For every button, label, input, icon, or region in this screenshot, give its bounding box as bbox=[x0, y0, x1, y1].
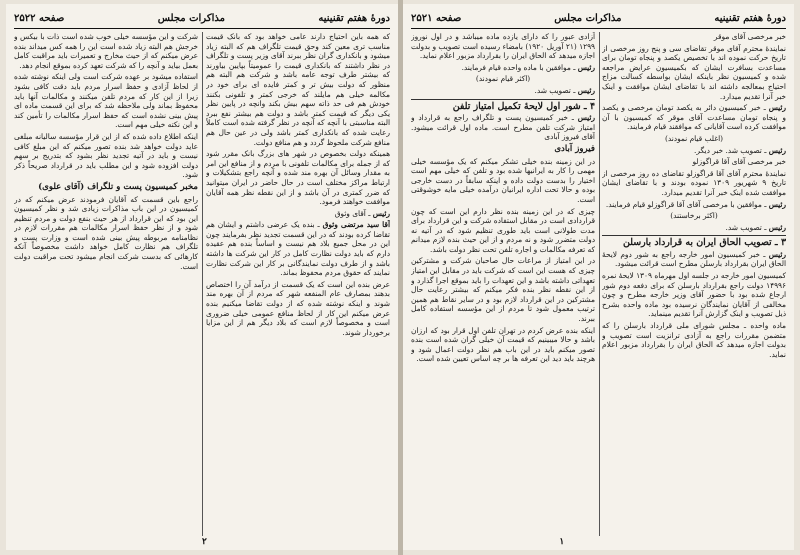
body-paragraph: همینکه دولت بخصوص در شهر های بزرگ بانک مقرر شود که از جمله برای مکالمات تلفونی با مردم و از منافع این امر به مقدار وسائل آن بهره مند شده و آنچه راجع بتشکیلات و ارتباط مراکز مختلف است در حال حاضر در ایران میتوانید که ضرر کمتری در آن باشد و از این نقطه نظر همه آقایان موافقت خواهند فرمود. bbox=[206, 149, 390, 207]
speaker-paragraph: رئیس ـ تصویب شد. bbox=[725, 222, 786, 232]
speaker-name: رئیس bbox=[577, 85, 595, 95]
body-paragraph: اینکه اطلاع داده شده که از این قرار مؤسسه سالیانه مبلغی عاید دولت خواهد شد بنده تصور میکنم که این مبلغ کافی نیست و باید در آتیه تجدید نظر بشود که بتدریج بر سهم دولت افزوده شود و این مطلب باید در قرارداد صریحاً ذکر شود. bbox=[14, 131, 198, 180]
left-columns bbox=[14, 32, 390, 536]
body-paragraph: شرکت و این مؤسسه خیلی خوب شده است ذات با بیکس و خرجش هم البته زیاد شده است این را همه کس میداند بنده عرض میکنم که از حیث مخارج و تعمیرات باید مراقبت کامل بعمل بیاید و آنچه را که شرکت تعهد کرده بموقع انجام دهد. bbox=[14, 32, 198, 70]
agenda-heading: ۴ ـ شور اول لایحهٔ تکمیل امتیاز تلفن bbox=[411, 99, 595, 112]
right-column-divider bbox=[599, 32, 600, 536]
speech-text: تصویب شد. خبر دیگر. bbox=[694, 145, 762, 155]
right-column-left bbox=[411, 32, 595, 536]
speaker-name: رئیس bbox=[768, 249, 786, 259]
left-header-title: مذاکرات مجلس bbox=[157, 12, 225, 24]
speaker-name: رئیس bbox=[577, 113, 595, 123]
speech-text: موافقین با مرخصی آقای آقا قراگوزلو قیام فرمایند. bbox=[605, 199, 762, 209]
body-paragraph: در این زمینه بنده خیلی تشکر میکنم که یک مؤسسه خیلی مهمی را کار به ایرانیها شده بود و تلفن که خیلی مهم است اختیار را بدست دولت داده و اینکه سابقاً در دست خارجی بوده و حالا تحت اداره ایرانیان درآمده خیلی مایه خوشوقتی است. bbox=[411, 156, 595, 204]
vote-note: (اغلب قیام نمودند) bbox=[664, 133, 724, 143]
body-paragraph: در این امتیاز از مراعات حال صاحبان شرکت و مشترکین چیزی که هست این است که شرکت باید در مقابل این امتیاز تعهداتی داشته باشد و این تعهدات را باید بموقع اجرا گذارد و از این نقطه نظر بنده فکر میکنم که بیشتر رعایت حال مشترکین در این قرارداد لازم بود و در سایر نقاط هم همین ترتیب معمول شود تا مردم از این مؤسسه استفاده کامل ببرند. bbox=[411, 256, 595, 324]
speech-text: خبر کمیسیون پست و تلگراف راجع به قرارداد و امتیاز شرکت تلفن مطرح است. ماده اول قرائت میشود. آقای فیروز آبادی bbox=[411, 113, 595, 142]
agenda-heading: ۳ ـ تصویب الحاق ایران به قرارداد بارسلن bbox=[602, 235, 786, 248]
speaker-paragraph: رئیس ـ تصویب شد. bbox=[534, 85, 595, 95]
section-heading: مخبر کمیسیون پست و تلگراف (آقای علوی) bbox=[38, 181, 198, 192]
speaker-paragraph: رئیس ـ تصویب شد. خبر دیگر. bbox=[694, 145, 786, 155]
left-page bbox=[6, 4, 398, 550]
body-paragraph: آزادی عبور را که دارای یازده ماده میباشد و در اول نوروز ۱۲۹۹ (۲۱ آوریل ۱۹۲۰) بامضاء رسیده است تصویب و بدولت اجازه میدهد که الحاق ایران را بقرارداد مزبور اعلام نماید. bbox=[411, 32, 595, 61]
speaker-name: رئیس bbox=[768, 199, 786, 209]
body-paragraph: نمایندهٔ محترم آقای آقا قراگوزلو تقاضای ده روز مرخصی از تاریخ ۹ شهریور ۱۳۰۹ نموده بودند و با تقاضای ایشان موافقت شده اینک خبر آنرا تقدیم میدارد. bbox=[602, 168, 786, 197]
speaker-paragraph: رئیس ـ آقای وثوق bbox=[334, 208, 390, 218]
speech-text: موافقین با ماده واحده قیام فرمایند. bbox=[461, 62, 571, 72]
right-header-rule bbox=[411, 28, 786, 29]
right-header-page-label: صفحه ۲۵۲۱ bbox=[411, 12, 462, 24]
speaker-paragraph: رئیس ـ موافقین با ماده واحده قیام فرمایند. bbox=[461, 62, 595, 72]
speaker-name: رئیس bbox=[768, 222, 786, 232]
speaker-name: رئیس bbox=[577, 62, 595, 72]
body-paragraph: اینکه بنده عرض کردم در تهران تلفن اول قرار بود که ارزان باشد و حالا میبینیم که قیمت آن خیلی گران شده است بنده تصور میکنم باید در این باب هم نظر دولت اعمال شود و هرچند باید دید این تعرفه ها بر چه اساس تعیین شده است. bbox=[411, 325, 595, 364]
body-paragraph: کمیسیون امور خارجه در جلسه اول مهرماه ۱۳۰۹ لایحهٔ نمره ۱۴۹۹۶ دولت راجع بقرارداد بارسلن که برای دفعه دوم شور ارجاع شده بود با حضور آقای وزیر خارجه مطرح و چون مخالفی از آقایان نمایندگان نرسیده بود ماده واحده بشرح ذیل تصویب و اینک گزارش آنرا تقدیم مینماید. bbox=[602, 271, 786, 319]
speaker-paragraph: آقا سید مرتضی وثوق ـ بنده یک عرضی داشتم و ایشان هم تقاضا کرده بودند که در این قسمت تجدید نظر بفرمایند چون این در محل جمیع بلاد هم نیست و اساساً بنده هم عقیده دارم که باید دولت نظارت کامل در کار این شرکت ها داشته باشد و از طرف دولت نمایندگانی بر کار این شرکت نظارت نمایند که حقوق مردم محفوظ بماند. bbox=[206, 220, 390, 278]
body-paragraph: استفاده میشود بر عهده شرکت است ولی اینکه نوشته شده از لحاظ آزادی و حفظ اسرار مردم باید دقت کافی بشود زیرا از این کار که مردم تلفن میکنند و مکالمات آنها باید محفوظ بماند ولی ملاحظه شد که برای این قسمت ماده ای پیش بینی نشده است که حفظ اسرار مکالمات را تأمین کند و این نکته خیلی مهم است. bbox=[14, 72, 198, 130]
body-paragraph: خبر مرخصی آقای آقا قراگوزلو bbox=[692, 157, 786, 167]
vote-note: (اکثر قیام نمودند) bbox=[475, 74, 531, 84]
right-page-number: ۱ bbox=[559, 537, 565, 547]
speech-text: خبر کمیسیون امور خارجه راجع به شور دوم لایحهٔ الحاق ایران بقرارداد بارسلن مطرح است قرائت میشود. bbox=[602, 249, 786, 269]
speaker-name: رئیس bbox=[768, 103, 786, 113]
speaker-name: آقا سید مرتضی وثوق bbox=[322, 220, 390, 230]
body-paragraph: خبر مرخصی آقای موقر bbox=[713, 32, 786, 41]
speaker-name: رئیس bbox=[768, 145, 786, 155]
left-header-page-label: صفحه ۲۵۲۲ bbox=[14, 12, 65, 24]
speech-text: تصویب شد. bbox=[725, 222, 762, 232]
left-header-rule bbox=[14, 28, 390, 29]
body-paragraph: ماده واحده ـ مجلس شورای ملی قرارداد بارسلن را که متضمن مقررات راجع به آزادی ترانزیت است تصویب و بدولت اجازه میدهد که الحاق ایران را بقرارداد مزبور اعلام نماید. bbox=[602, 321, 786, 359]
right-header-session: دورهٔ هفتم تقنینیه bbox=[714, 12, 786, 24]
body-paragraph: چیزی که در این زمینه بنده نظر دارم این است که چون قراردادی است در مقابل استفاده شرکت و این قرارداد برای مدت طولانی است باید طوری تنظیم شود که در آتیه نه دولت متضرر شود و نه مردم و از این حیث بنده لازم میدانم که تعرفه مکالمات و اجاره تلفن تحت نظر دولت باشد. bbox=[411, 206, 595, 254]
speaker-paragraph: رئیس ـ خبر کمیسیون دائر به یکصد تومان مرخصی و یکصد و پنجاه تومان مساعدت آقای موقر که کمیسیون با آن موافقت کرده است آقایانی که موافقند قیام فرمایند. bbox=[602, 103, 786, 132]
body-paragraph: که همه باین احتیاج دارند عامی خواهد بود که بانک قیمت مناسب تری معین کند وحق قیمت تلگراف هم که البته زیاد میشود و بانکداری گران نظر ببرند آقای وزیر پست و تلگراف در نظر داشتند که بانکداری قیمت را عمومیتاً بپایین بیاورند که بیشتر طرف توجه عامه باشد و شرکت هم البته هم منظور که دولت بیش تر و کمتر فایده ای برای خود در مکالمه خیلی هم مایلند که خرجی کمتر و تلفونی بکنند خودش هم فی حد ذاته سهم بیش بکند وانچه در پایین نظر یکی دیگر که قیمت کمتر باشد و دولت هم بیشتر نفع ببرد البته مناسبتی با آنچه که آنچه در نظر گرفته شده است کاملاً رعایت شده که بانکداری کمتر باشد ولی در عین حال هم منافع شرکت ملحوظ گردد و هم منافع دولت. bbox=[206, 32, 390, 147]
right-columns bbox=[411, 32, 786, 536]
body-paragraph: عرض بنده این است که یک قسمت از درآمد آن را اختصاص بدهند بمصارف عام المنفعه شهر که مردم از آن بهره مند شوند و اینکه نوشته شده که از دولت تقاضا میکنیم بنده عرض میکنم این کار از لحاظ منافع عمومی خیلی ضروری است و مخصوصاً لازم است که بلاد دیگر هم از این مزایا برخوردار شوند. bbox=[206, 279, 390, 337]
right-page bbox=[403, 4, 794, 550]
speaker-paragraph: رئیس ـ خبر کمیسیون پست و تلگراف راجع به قرارداد و امتیاز شرکت تلفن مطرح است. ماده اول قرائت میشود. آقای فیروز آبادی bbox=[411, 113, 595, 142]
left-column-divider bbox=[202, 32, 203, 536]
left-column-left bbox=[14, 32, 198, 536]
speech-text: تصویب شد. bbox=[534, 85, 571, 95]
speech-text: خبر کمیسیون دائر به یکصد تومان مرخصی و یکصد و پنجاه تومان مساعدت آقای موقر که کمیسیون با آن موافقت کرده است آقایانی که موافقند قیام فرمایند. bbox=[602, 103, 786, 132]
speaker-paragraph: رئیس ـ موافقین با مرخصی آقای آقا قراگوزلو قیام فرمایند. bbox=[605, 199, 786, 209]
right-column-right bbox=[602, 32, 786, 536]
speaker-paragraph: رئیس ـ خبر کمیسیون امور خارجه راجع به شور دوم لایحهٔ الحاق ایران بقرارداد بارسلن مطرح است قرائت میشود. bbox=[602, 249, 786, 269]
speech-text: بنده یک عرضی داشتم و ایشان هم تقاضا کرده بودند که در این قسمت تجدید نظر بفرمایند چون این در محل جمیع بلاد هم نیست و اساساً بنده هم عقیده دارم که باید دولت نظارت کامل در کار این شرکت ها داشته باشد و از طرف دولت نمایندگانی بر کار این شرکت نظارت نمایند که حقوق مردم محفوظ بماند. bbox=[206, 220, 390, 278]
vote-note: (اکثر برخاستند) bbox=[670, 211, 718, 221]
right-running-head bbox=[411, 10, 786, 26]
body-paragraph: راجع باین قسمت که آقایان فرمودند عرض میکنم که در کمیسیون در این باب مذاکرات زیادی شد و نظر کمیسیون این بود که این قرارداد از هر حیث بنفع دولت و مردم تنظیم شود و از نظر حفظ اسرار مکالمات هم مقررات لازم در نظامنامه مربوطه پیش بینی شده است و وزارت پست و تلگراف هم نظارت کامل خواهد داشت مخصوصاً آنکه کارهائی که بدست شرکت انجام میشود تحت مراقبت دولت است. bbox=[14, 194, 198, 271]
body-paragraph: نمایندهٔ محترم آقای موقر تقاضای سی و پنج روز مرخصی از تاریخ حرکت نموده اند با تخصیص یکصد و پنجاه تومان برای مساعدت بسافرت ایشان که بکمیسیون عرایض مراجعه شده و کمیسیون نظر باینکه ایشان بواسطه کسالت مزاج احتیاج بمعالجه داشته اند با تقاضای ایشان موافقت و اینک خبر آنرا تقدیم میدارد. bbox=[602, 43, 786, 101]
left-header-session: دورهٔ هفتم تقنینیه bbox=[318, 12, 390, 24]
speech-text: آقای وثوق bbox=[334, 208, 366, 218]
left-column-right bbox=[206, 32, 390, 536]
left-running-head bbox=[14, 10, 390, 26]
section-heading: فیروز آبادی bbox=[554, 143, 595, 154]
speaker-name: رئیس bbox=[372, 208, 390, 218]
right-header-title: مذاکرات مجلس bbox=[554, 12, 622, 24]
left-page-number: ۲ bbox=[202, 537, 207, 547]
